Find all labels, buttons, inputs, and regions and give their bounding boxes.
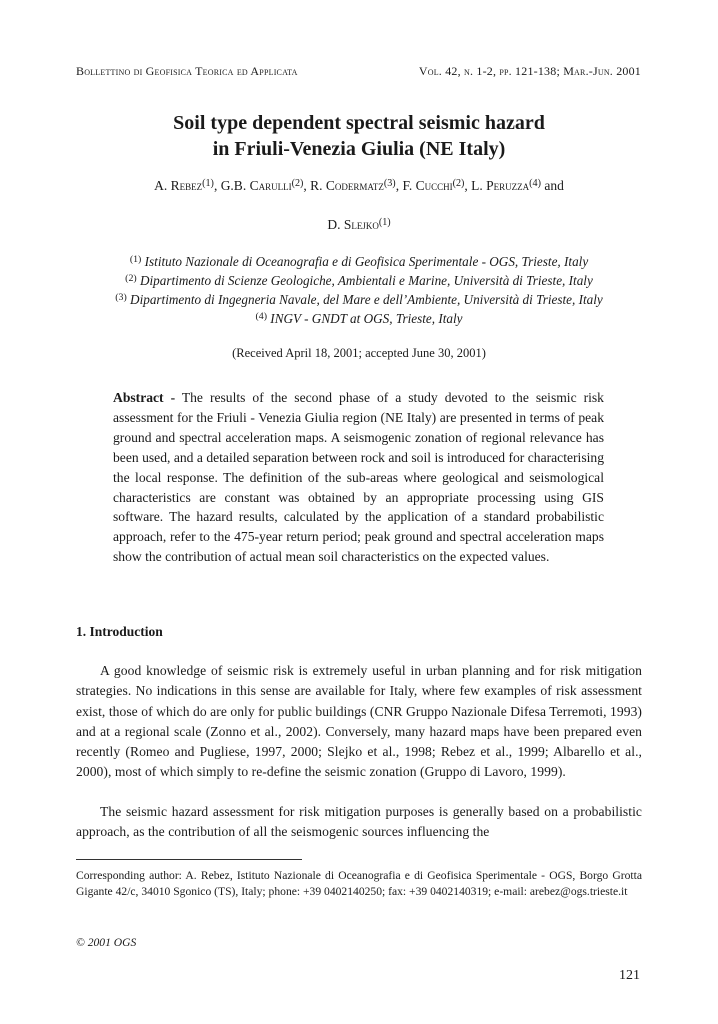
author-name: G.B. Carulli [220,178,292,193]
section-heading: 1. Introduction [76,624,163,639]
running-header-volume: Vol. 42, n. 1-2, pp. 121-138; Mar.-Jun. 2001 [418,64,641,78]
affiliation-text: Istituto Nazionale di Oceanografia e di Geofisica Sperimentale - OGS, Trieste, Italy [144,254,589,269]
author-affil-mark: (4) [529,178,541,189]
author-name: L. Peruzza [471,178,530,193]
title-line-2: in Friuli-Venezia Giulia (NE Italy) [212,138,506,160]
title-line-1: Soil type dependent spectral seismic hazard [173,112,545,134]
affiliation-text: INGV - GNDT at OGS, Trieste, Italy [270,311,463,326]
running-header-journal: Bollettino di Geofisica Teorica ed Applicata [76,64,298,78]
page-number: 121 [619,968,640,983]
abstract-text: The results of the second phase of a study devoted to the seismic risk assessment for the Friuli - Venezia Giulia region (NE Italy) are presented in terms of peak ground and spectral acceleration maps. A seismogenic zonation of regional relevance has been used, and a detailed separation between rock and soil is introduced for characterising the local response. The definition of the sub-areas where geological and seismological characteristics are constant was obtained by an appropriate processing using GIS software. The hazard results, calculated by the application of a standard probabilistic approach, refer to the 475-year return period; peak ground and spectral acceleration maps show the contribution of actual mean soil characteristics on the expected values. [113,390,604,565]
author-affil-mark: (3) [383,178,396,189]
abstract-label: Abstract - [113,390,176,405]
affiliation-number: (3) [115,292,127,303]
body-paragraph-2: The seismic hazard assessment for risk mitigation purposes is generally based on a probabilistic approach, as the contribution of all the seismogenic sources influencing the [76,804,642,840]
author-name: R. Codermatz [310,178,384,193]
affiliation-text: Dipartimento di Scienze Geologiche, Ambientali e Marine, Università di Trieste, Italy [139,273,593,288]
abstract [113,388,604,567]
affiliation-3 [0,290,718,309]
affiliation-text: Dipartimento di Ingegneria Navale, del Mare e dell’Ambiente, Università di Trieste, Italy [130,292,603,307]
body-paragraph-1: A good knowledge of seismic risk is extremely useful in urban planning and for risk mitigation strategies. No indications in this sense are available for Italy, where few examples of risk assessment exist, those of which do are only for public buildings (CNR Gruppo Nazionale Difesa Terremoti, 1993) and at a regional scale (Zonno et al., 2002). Conversely, many hazard maps have been prepared even recently (Romeo and Pugliese, 1997, 2000; Slejko et al., 1998; Rebez et al., 1999; Albarello et al., 2000), most of which simply to re-define the seismic zonation (Gruppo di Lavoro, 1999). [76,663,642,780]
footnote-rule [76,859,302,860]
author-conjunction: and [544,178,564,193]
copyright-notice: © 2001 OGS [76,936,137,949]
affiliation-number: (2) [125,273,137,284]
author-affil-mark: (1) [378,217,391,228]
author-name: F. Cucchi [402,178,453,193]
author-affil-mark: (1) [202,178,214,189]
received-dates: (Received April 18, 2001; accepted June 30, 2001) [232,346,486,360]
author-list-line-2 [0,215,718,235]
footnote-corresponding-author: Corresponding author: A. Rebez, Istituto Nazionale di Oceanografia e di Geofisica Sperimentale - OGS, Borgo Grotta Gigante 42/c, 34010 Sgonico (TS), Italy; phone: +39 0402140250; fax: +39 0402140319; e-mail: arebez@ogs.trieste.it [76,869,642,899]
affiliation-2 [0,271,718,290]
author-name: D. Slejko [327,217,379,232]
paper-title [0,110,718,162]
author-name: A. Rebez [154,178,203,193]
affiliation-1 [0,252,718,271]
affiliation-4 [0,309,718,328]
affiliations [0,252,718,328]
author-list: A. Rebez$^{(1)}$, G.B. Carulli$^{(2)}$, R. Codermatz$^{(3)}$, F. Cucchi$^{(2)}$, L. Peruzza$^{(4)}$ and [154,178,564,193]
affiliation-number: (1) [129,254,142,265]
author-affil-mark: (2) [452,178,465,189]
author-affil-mark: (2) [291,178,304,189]
affiliation-number: (4) [255,311,267,322]
